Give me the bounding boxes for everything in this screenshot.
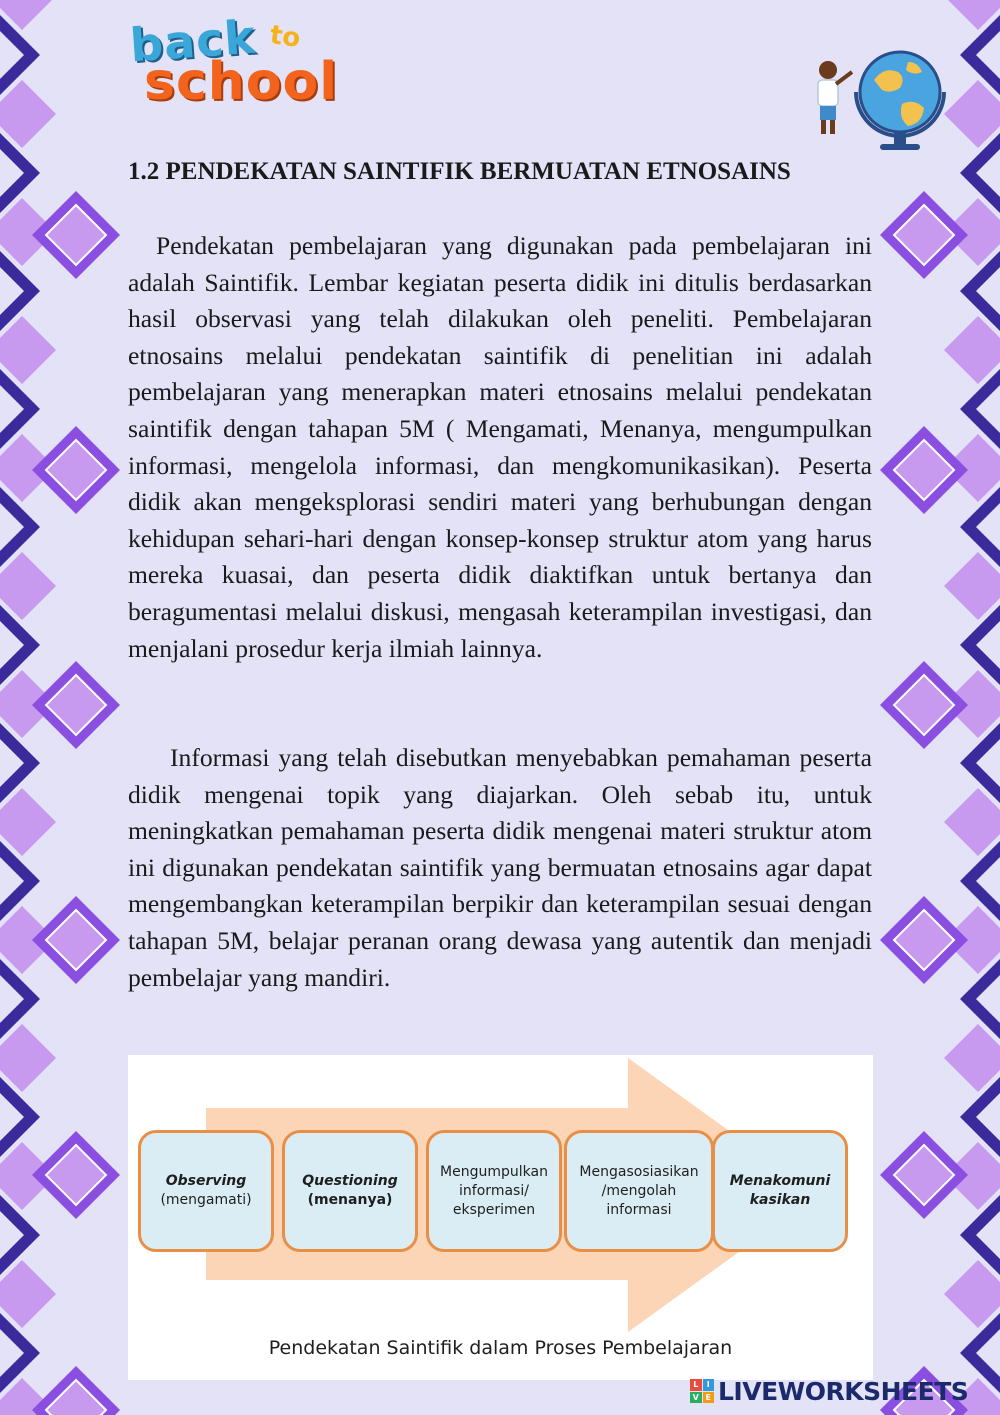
border-diamond-light <box>944 1024 1000 1092</box>
step-3-line-1: Mengumpulkan <box>440 1163 548 1180</box>
step-observing <box>138 1130 274 1252</box>
paragraph-1: Pendekatan pembelajaran yang digunakan pada pembelajaran ini adalah Saintifik. Lembar kegiatan peserta didik ini ditulis berdasarkan hasil observasi yang telah dilakukan oleh peneliti. Pembelajaran etnosains melalui pendekatan saintifik di penelitian ini adalah pembelajaran yang menerapkan materi etnosains melalui pendekatan saintifik dengan tahapan 5M ( Mengamati, Menanya, mengumpulkan informasi, mengelola informasi, dan mengkomunikasikan). Peserta didik akan mengeksplorasi sendiri materi yang berhubungan dengan kehidupan sehari-hari dengan konsep-konsep struktur atom yang harus mereka kuasai, dan peserta didik diaktifkan untuk bertanya dan beragumentasi melalui diskusi, mengasah keterampilan investigasi, dan menjalani prosedur kerja ilmiah lainnya. <box>128 231 872 663</box>
liveworksheets-logo <box>690 1374 995 1408</box>
step-4-line-3: informasi <box>606 1201 672 1218</box>
step-2-line-2: (menanya) <box>307 1192 393 1208</box>
scientific-approach-figure <box>128 1055 873 1380</box>
step-5-line-1: Menakomuni <box>729 1173 831 1189</box>
border-diamond-light <box>0 1024 56 1092</box>
border-diamond-light <box>944 316 1000 384</box>
logo-school-text: school <box>144 52 339 112</box>
border-diamond-light <box>0 788 56 856</box>
right-diamond-border <box>880 0 1000 1415</box>
border-diamond-light <box>0 316 56 384</box>
border-diamond-light <box>0 80 56 148</box>
step-mengumpulkan <box>426 1130 562 1252</box>
figure-caption: Pendekatan Saintifik dalam Proses Pembelajaran <box>268 1337 733 1359</box>
student-figure <box>818 61 852 134</box>
globe-icon <box>856 52 944 150</box>
step-1-line-1: Observing <box>165 1173 247 1189</box>
badge-letter-v: V <box>690 1392 702 1404</box>
liveworksheets-text: LIVEWORKSHEETS <box>718 1376 969 1406</box>
border-diamond-light <box>944 1260 1000 1328</box>
step-5-line-2: kasikan <box>749 1192 811 1208</box>
step-4-line-1: Mengasosiasikan <box>579 1163 699 1180</box>
step-1-line-2: (mengamati) <box>160 1192 252 1208</box>
section-title: 1.2 PENDEKATAN SAINTIFIK BERMUATAN ETNOSAINS <box>128 158 791 185</box>
border-diamond-light <box>944 80 1000 148</box>
logo-to-text: to <box>268 20 303 54</box>
border-diamond-light <box>944 552 1000 620</box>
liveworksheets-badge-icon <box>690 1379 714 1403</box>
step-3-line-3: eksperimen <box>452 1201 536 1218</box>
step-3-line-2: informasi/ <box>459 1182 529 1199</box>
border-diamond-light <box>0 552 56 620</box>
border-diamond-light <box>0 1260 56 1328</box>
paragraph-2: Informasi yang telah disebutkan menyebabkan pemahaman peserta didik mengenai topik yang diajarkan. Oleh sebab itu, untuk meningkatkan pemahaman peserta didik mengenai materi struktur atom ini digunakan pendekatan saintifik yang bermuatan etnosains agar dapat mengembangkan keterampilan berpikir dan keterampilan sesuai dengan tahapan 5M, belajar peranan orang dewasa yang autentik dan menjadi pembelajar yang mandiri. <box>128 743 872 992</box>
badge-letter-l: L <box>690 1379 702 1391</box>
back-to-school-logo <box>122 8 352 112</box>
logo-back-text: back <box>128 9 258 73</box>
border-diamond-light <box>944 788 1000 856</box>
step-questioning <box>282 1130 418 1252</box>
step-mengkomunikasikan <box>712 1130 848 1252</box>
step-4-line-2: /mengolah <box>601 1182 677 1199</box>
badge-letter-i: I <box>703 1379 715 1391</box>
student-globe-illustration <box>790 40 950 160</box>
left-diamond-border <box>0 0 120 1415</box>
badge-letter-e: E <box>703 1392 715 1404</box>
step-2-line-1: Questioning <box>302 1173 398 1189</box>
step-mengasosiasikan <box>564 1130 714 1252</box>
